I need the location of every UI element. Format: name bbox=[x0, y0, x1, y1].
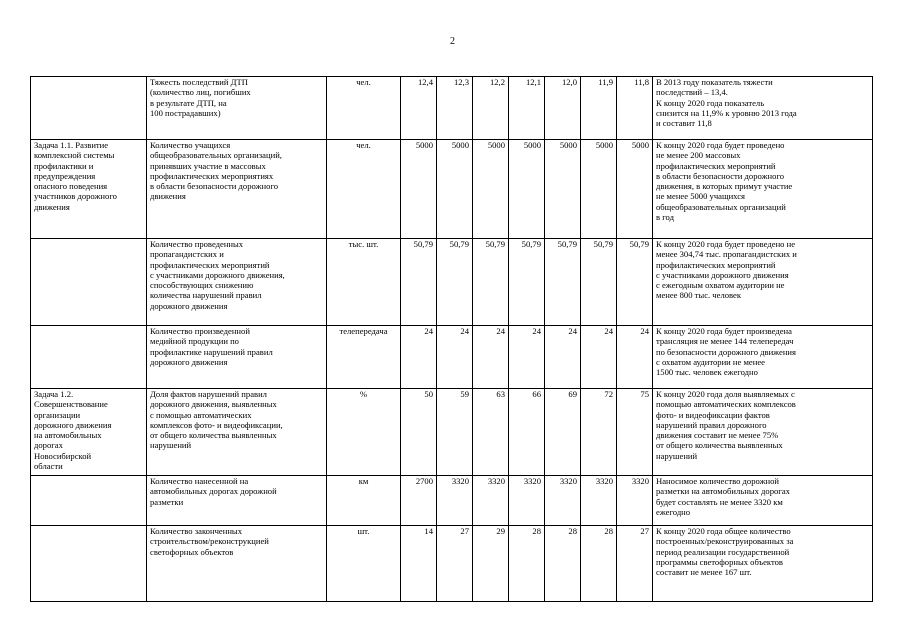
task-cell bbox=[31, 326, 147, 389]
value-cell: 3320 bbox=[617, 476, 653, 526]
unit-cell: тыс. шт. bbox=[327, 239, 401, 326]
unit-cell: км bbox=[327, 476, 401, 526]
value-cell: 75 bbox=[617, 389, 653, 476]
task-cell bbox=[31, 239, 147, 326]
value-cell: 3320 bbox=[473, 476, 509, 526]
table-row bbox=[31, 77, 873, 140]
comment-cell: В 2013 году показатель тяжести последствий – 13,4. К концу 2020 года показатель снизится на 11,9% к уровню 2013 года и составит 11,8 bbox=[653, 77, 873, 140]
value-cell: 28 bbox=[545, 526, 581, 602]
task-cell: Задача 1.2. Совершенствование организации дорожного движения на автомобильных дорогах Новосибирской области bbox=[31, 389, 147, 476]
table-row bbox=[31, 140, 873, 239]
value-cell: 3320 bbox=[509, 476, 545, 526]
comment-cell: К концу 2020 года общее количество построенных/реконструированных за период реализации государственной программы светофорных объектов составит не менее 167 шт. bbox=[653, 526, 873, 602]
value-cell: 12,2 bbox=[473, 77, 509, 140]
comment-cell: Наносимое количество дорожной разметки на автомобильных дорогах будет составлять не менее 3320 км ежегодно bbox=[653, 476, 873, 526]
value-cell: 27 bbox=[617, 526, 653, 602]
value-cell: 50,79 bbox=[437, 239, 473, 326]
value-cell: 50,79 bbox=[473, 239, 509, 326]
task-cell: Задача 1.1. Развитие комплексной системы профилактики и предупреждения опасного поведения участников дорожного движения bbox=[31, 140, 147, 239]
unit-cell: шт. bbox=[327, 526, 401, 602]
task-cell bbox=[31, 526, 147, 602]
table-row bbox=[31, 476, 873, 526]
value-cell: 12,3 bbox=[437, 77, 473, 140]
task-cell bbox=[31, 77, 147, 140]
value-cell: 50,79 bbox=[509, 239, 545, 326]
table-row bbox=[31, 239, 873, 326]
value-cell: 5000 bbox=[545, 140, 581, 239]
value-cell: 3320 bbox=[437, 476, 473, 526]
table-row bbox=[31, 389, 873, 476]
indicator-cell: Количество законченных строительством/реконструкцией светофорных объектов bbox=[147, 526, 327, 602]
value-cell: 12,4 bbox=[401, 77, 437, 140]
value-cell: 59 bbox=[437, 389, 473, 476]
value-cell: 11,9 bbox=[581, 77, 617, 140]
unit-cell: телепередача bbox=[327, 326, 401, 389]
page-number: 2 bbox=[450, 36, 455, 47]
value-cell: 12,0 bbox=[545, 77, 581, 140]
comment-cell: К концу 2020 года будет проведено не менее 304,74 тыс. пропагандистских и профилактических мероприятий с участниками дорожного движения с ежегодным охватом аудитории не менее 800 тыс. человек bbox=[653, 239, 873, 326]
value-cell: 5000 bbox=[581, 140, 617, 239]
value-cell: 3320 bbox=[545, 476, 581, 526]
indicators-table bbox=[30, 76, 873, 602]
value-cell: 24 bbox=[509, 326, 545, 389]
task-cell bbox=[31, 476, 147, 526]
value-cell: 24 bbox=[473, 326, 509, 389]
value-cell: 5000 bbox=[617, 140, 653, 239]
value-cell: 11,8 bbox=[617, 77, 653, 140]
unit-cell: % bbox=[327, 389, 401, 476]
indicator-cell: Количество нанесенной на автомобильных дорогах дорожной разметки bbox=[147, 476, 327, 526]
value-cell: 24 bbox=[437, 326, 473, 389]
comment-cell: К концу 2020 года будет произведена трансляция не менее 144 телепередач по безопасности дорожного движения с охватом аудитории не менее 1500 тыс. человек ежегодно bbox=[653, 326, 873, 389]
value-cell: 5000 bbox=[509, 140, 545, 239]
value-cell: 5000 bbox=[437, 140, 473, 239]
value-cell: 69 bbox=[545, 389, 581, 476]
indicator-cell: Количество проведенных пропагандистских и профилактических мероприятий с участниками дорожного движения, способствующих снижению количества нарушений правил дорожного движения bbox=[147, 239, 327, 326]
value-cell: 12,1 bbox=[509, 77, 545, 140]
value-cell: 3320 bbox=[581, 476, 617, 526]
indicator-cell: Тяжесть последствий ДТП (количество лиц, погибших в результате ДТП, на 100 пострадавших) bbox=[147, 77, 327, 140]
value-cell: 66 bbox=[509, 389, 545, 476]
comment-cell: К концу 2020 года будет проведено не менее 200 массовых профилактических мероприятий в области безопасности дорожного движения, в которых примут участие не менее 5000 учащихся общеобразовательных организаций в год bbox=[653, 140, 873, 239]
value-cell: 72 bbox=[581, 389, 617, 476]
value-cell: 2700 bbox=[401, 476, 437, 526]
value-cell: 5000 bbox=[401, 140, 437, 239]
value-cell: 24 bbox=[617, 326, 653, 389]
value-cell: 50,79 bbox=[581, 239, 617, 326]
table-row bbox=[31, 326, 873, 389]
value-cell: 50,79 bbox=[401, 239, 437, 326]
indicator-cell: Количество произведенной медийной продукции по профилактике нарушений правил дорожного движения bbox=[147, 326, 327, 389]
comment-cell: К концу 2020 года доля выявляемых с помощью автоматических комплексов фото- и видеофиксации фактов нарушений правил дорожного движения составит не менее 75% от общего количества выявленных нарушений bbox=[653, 389, 873, 476]
value-cell: 29 bbox=[473, 526, 509, 602]
value-cell: 24 bbox=[401, 326, 437, 389]
indicator-cell: Количество учащихся общеобразовательных организаций, принявших участие в массовых профилактических мероприятиях в области безопасности дорожного движения bbox=[147, 140, 327, 239]
indicator-cell: Доля фактов нарушений правил дорожного движения, выявленных с помощью автоматических комплексов фото- и видеофиксации, от общего количества выявленных нарушений bbox=[147, 389, 327, 476]
value-cell: 27 bbox=[437, 526, 473, 602]
value-cell: 50,79 bbox=[617, 239, 653, 326]
value-cell: 28 bbox=[509, 526, 545, 602]
table-row bbox=[31, 526, 873, 602]
value-cell: 50 bbox=[401, 389, 437, 476]
value-cell: 5000 bbox=[473, 140, 509, 239]
value-cell: 28 bbox=[581, 526, 617, 602]
value-cell: 24 bbox=[545, 326, 581, 389]
unit-cell: чел. bbox=[327, 77, 401, 140]
value-cell: 14 bbox=[401, 526, 437, 602]
value-cell: 50,79 bbox=[545, 239, 581, 326]
value-cell: 63 bbox=[473, 389, 509, 476]
value-cell: 24 bbox=[581, 326, 617, 389]
unit-cell: чел. bbox=[327, 140, 401, 239]
